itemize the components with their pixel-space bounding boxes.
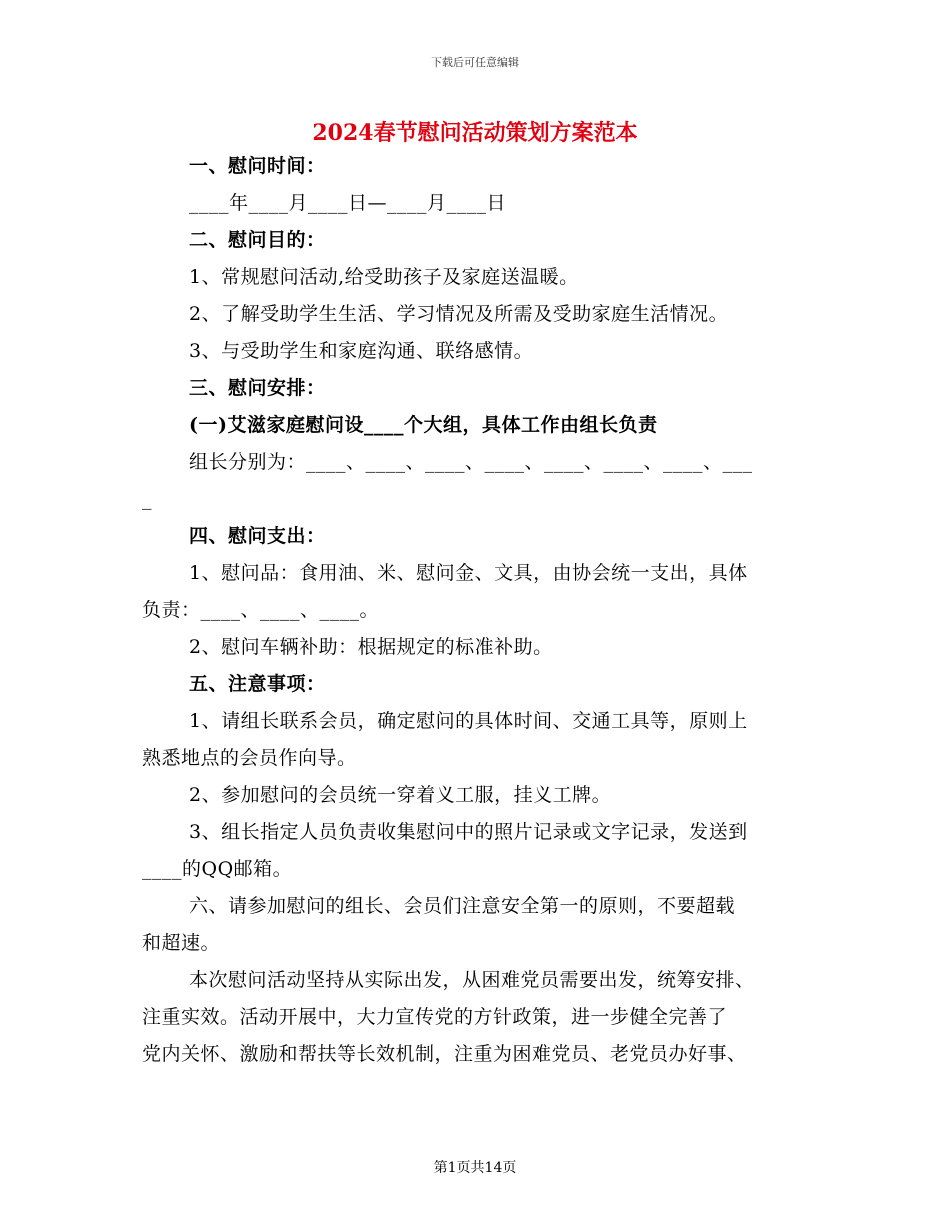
paragraph-line: 3、组长指定人员负责收集慰问中的照片记录或文字记录，发送到 (189, 821, 748, 843)
paragraph-line: ____的QQ邮箱。 (142, 858, 293, 880)
section-heading: 二、慰问目的： (189, 229, 326, 251)
page-footer: 第1页共14页 (433, 1160, 517, 1176)
paragraph-line: 负责：____、____、____。 (142, 599, 380, 621)
paragraph-line: 组长分别为：____、____、____、____、____、____、____、___ (189, 451, 753, 473)
paragraph-line: 2、参加慰问的会员统一穿着义工服，挂义工牌。 (189, 784, 612, 806)
paragraph-line: 2、了解受助学生生活、学习情况及所需及受助家庭生活情况。 (189, 303, 729, 325)
paragraph-line: 1、慰问品：食用油、米、慰问金、文具，由协会统一支出，具体 (189, 562, 748, 584)
paragraph-line: 1、常规慰问活动,给受助孩子及家庭送温暖。 (189, 266, 579, 288)
paragraph-line: _ (142, 488, 152, 510)
paragraph-line: 六、请参加慰问的组长、会员们注意安全第一的原则，不要超载 (189, 895, 736, 917)
paragraph-line: 3、与受助学生和家庭沟通、联络感情。 (189, 340, 534, 362)
paragraph-line: 党内关怀、激励和帮扶等长效机制，注重为困难党员、老党员办好事、 (142, 1043, 747, 1065)
document-title: 2024春节慰问活动策划方案范本 (312, 120, 638, 146)
page-header: 下载后可任意编辑 (431, 56, 519, 69)
paragraph-line: 2、慰问车辆补助：根据规定的标准补助。 (189, 636, 553, 658)
paragraph-line: ____年____月____日—____月____日 (189, 192, 507, 214)
section-heading: 三、慰问安排： (189, 377, 326, 399)
document-body (142, 148, 810, 1073)
section-heading: 四、慰问支出： (189, 525, 326, 547)
section-heading: 一、慰问时间： (189, 155, 326, 177)
paragraph-line: 本次慰问活动坚持从实际出发，从困难党员需要出发，统筹安排、 (189, 969, 755, 991)
section-heading: (一)艾滋家庭慰问设____个大组，具体工作由组长负责 (189, 414, 658, 436)
paragraph-line: 1、请组长联系会员，确定慰问的具体时间、交通工具等，原则上 (189, 710, 748, 732)
paragraph-line: 熟悉地点的会员作向导。 (142, 747, 357, 769)
paragraph-line: 和超速。 (142, 932, 221, 954)
section-heading: 五、注意事项： (189, 673, 326, 695)
paragraph-line: 注重实效。活动开展中，大力宣传党的方针政策，进一步健全完善了 (142, 1006, 728, 1028)
